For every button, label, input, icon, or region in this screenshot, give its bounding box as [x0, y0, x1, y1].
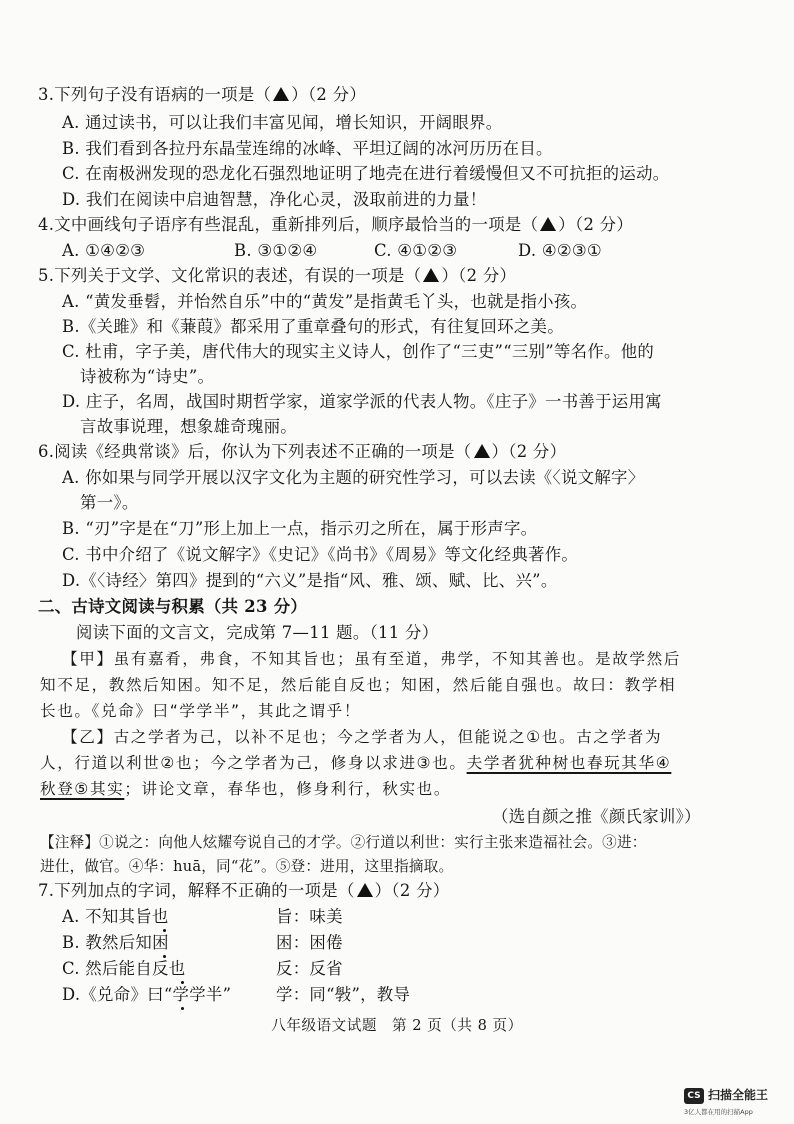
q7-option-d-explanation: 学：同“斅”，教导	[276, 985, 411, 1004]
q6-option-a-line2: 第一》。	[80, 493, 139, 512]
q5-option-d-line1: D. 庄子，名周，战国时期哲学家，道家学派的代表人物。《庄子》一书善于运用寓	[62, 392, 662, 411]
passage-yi-line2: 人，行道以利世②也；今之学者为己，修身以求进③也。夫学者犹种树也春玩其华④	[40, 754, 672, 772]
section2-title: 二、古诗文阅读与积累（共 23 分）	[38, 597, 308, 616]
answer-triangle-icon	[540, 217, 556, 231]
passage-jia-line1: 【甲】虽有嘉肴，弗食，不知其旨也；虽有至道，弗学，不知其善也。是故学然后	[62, 650, 681, 668]
emphasis-dot	[163, 924, 166, 927]
passage-jia-line3: 长也。《兑命》曰“学学半”，其此之谓乎！	[40, 702, 362, 720]
answer-triangle-icon	[423, 268, 439, 282]
q5-option-a: A. “黄发垂髫，并怡然自乐”中的“黄发”是指黄毛丫头，也就是指小孩。	[62, 292, 588, 311]
scanner-logo-icon: CS	[684, 1088, 704, 1104]
answer-triangle-icon	[474, 444, 490, 458]
q3-option-b: B. 我们看到各拉丹东晶莹连绵的冰峰、平坦辽阔的冰河历历在目。	[62, 139, 553, 158]
q7-option-a-explanation: 旨：味美	[276, 907, 343, 926]
q3-option-a: A. 通过读书，可以让我们丰富见闻，增长知识，开阔眼界。	[62, 113, 503, 132]
emphasis-dot	[181, 976, 184, 979]
notes-line1: 【注释】①说之：向他人炫耀夸说自己的才学。②行道以利世：实行主张来造福社会。③进：	[40, 834, 647, 851]
emphasis-dot	[163, 950, 166, 953]
scanner-watermark-title: 扫描全能王	[708, 1088, 769, 1102]
q4-option-b: B. ③①②④	[234, 241, 318, 260]
answer-triangle-icon	[357, 883, 373, 897]
q7-option-c-explanation: 反：反省	[276, 959, 343, 978]
passage-yi-line3: 秋登⑤其实；讲论文章，春华也，修身利行，秋实也。	[40, 780, 452, 798]
q6-option-c: C. 书中介绍了《说文解字》《史记》《尚书》《周易》等文化经典著作。	[62, 545, 579, 564]
q5-option-d-line2: 言故事说理，想象雄奇瑰丽。	[80, 417, 297, 436]
notes-line2: 进仕，做官。④华：huā，同“花”。⑤登：进用，这里指摘取。	[40, 858, 454, 875]
q7-option-b-explanation: 困：困倦	[276, 933, 343, 952]
section2-intro: 阅读下面的文言文，完成第 7—11 题。（11 分）	[76, 623, 439, 642]
q7-stem: 7.下列加点的字词，解释不正确的一项是（ ）（2 分）	[38, 881, 450, 900]
underlined-sentence: 夫学者犹种树也春玩其华④	[466, 754, 672, 772]
q4-stem: 4.文中画线句子语序有些混乱，重新排列后，顺序最恰当的一项是（ ）（2 分）	[38, 215, 634, 234]
q3-stem: 3.下列句子没有语病的一项是（ ）（2 分）	[38, 85, 367, 104]
q5-option-c-line1: C. 杜甫，字子美，唐代伟大的现实主义诗人，创作了“三吏”“三别”等名作。他的	[62, 342, 655, 361]
passage-yi-line1: 【乙】古之学者为己，以补不足也；今之学者为人，但能说之①也。古之学者为	[62, 728, 663, 746]
passage-jia-line2: 知不足，教然后知困。知不足，然后能自反也；知困，然后能自强也。故曰：教学相	[40, 676, 677, 694]
page-footer: 八年级语文试题 第 2 页（共 8 页）	[271, 1017, 523, 1034]
answer-triangle-icon	[273, 87, 289, 101]
emphasis-dot	[181, 1002, 184, 1005]
q4-option-d: D. ④②③①	[518, 241, 602, 260]
q5-option-c-line2: 诗被称为“诗史”。	[80, 367, 215, 386]
q7-option-c: C. 然后能自反也	[62, 959, 186, 978]
q7-option-d: D.《兑命》曰“学学半”	[62, 985, 232, 1004]
q6-option-b: B. “刃”字是在“刀”形上加上一点，指示刃之所在，属于形声字。	[62, 519, 538, 538]
scanner-watermark-subtitle: 3亿人都在用的扫描App	[684, 1108, 753, 1116]
q3-option-c: C. 在南极洲发现的恐龙化石强烈地证明了地壳在进行着缓慢但又不可抗拒的运动。	[62, 164, 670, 183]
q7-option-b: B. 教然后知困	[62, 933, 169, 952]
q6-option-a-line1: A. 你如果与同学开展以汉字文化为主题的研究性学习，可以去读《〈说文解字〉	[62, 468, 645, 487]
underlined-sentence-cont: 秋登⑤其实	[40, 780, 125, 798]
q7-option-a: A. 不知其旨也	[62, 907, 169, 926]
q4-option-a: A. ①④②③	[62, 241, 146, 260]
passage-source: （选自颜之推《颜氏家训》）	[492, 807, 701, 826]
q3-option-d: D. 我们在阅读中启迪智慧，净化心灵，汲取前进的力量！	[62, 190, 487, 209]
q6-option-d: D.《〈诗经〉第四》提到的“六义”是指“风、雅、颂、赋、比、兴”。	[62, 571, 558, 590]
q5-option-b: B.《关雎》和《蒹葭》都采用了重章叠句的形式，有往复回环之美。	[62, 317, 564, 336]
q4-option-c: C. ④①②③	[374, 241, 458, 260]
q6-stem: 6.阅读《经典常谈》后，你认为下列表述不正确的一项是（ ）（2 分）	[38, 442, 567, 461]
q5-stem: 5.下列关于文学、文化常识的表述，有误的一项是（ ）（2 分）	[38, 266, 517, 285]
